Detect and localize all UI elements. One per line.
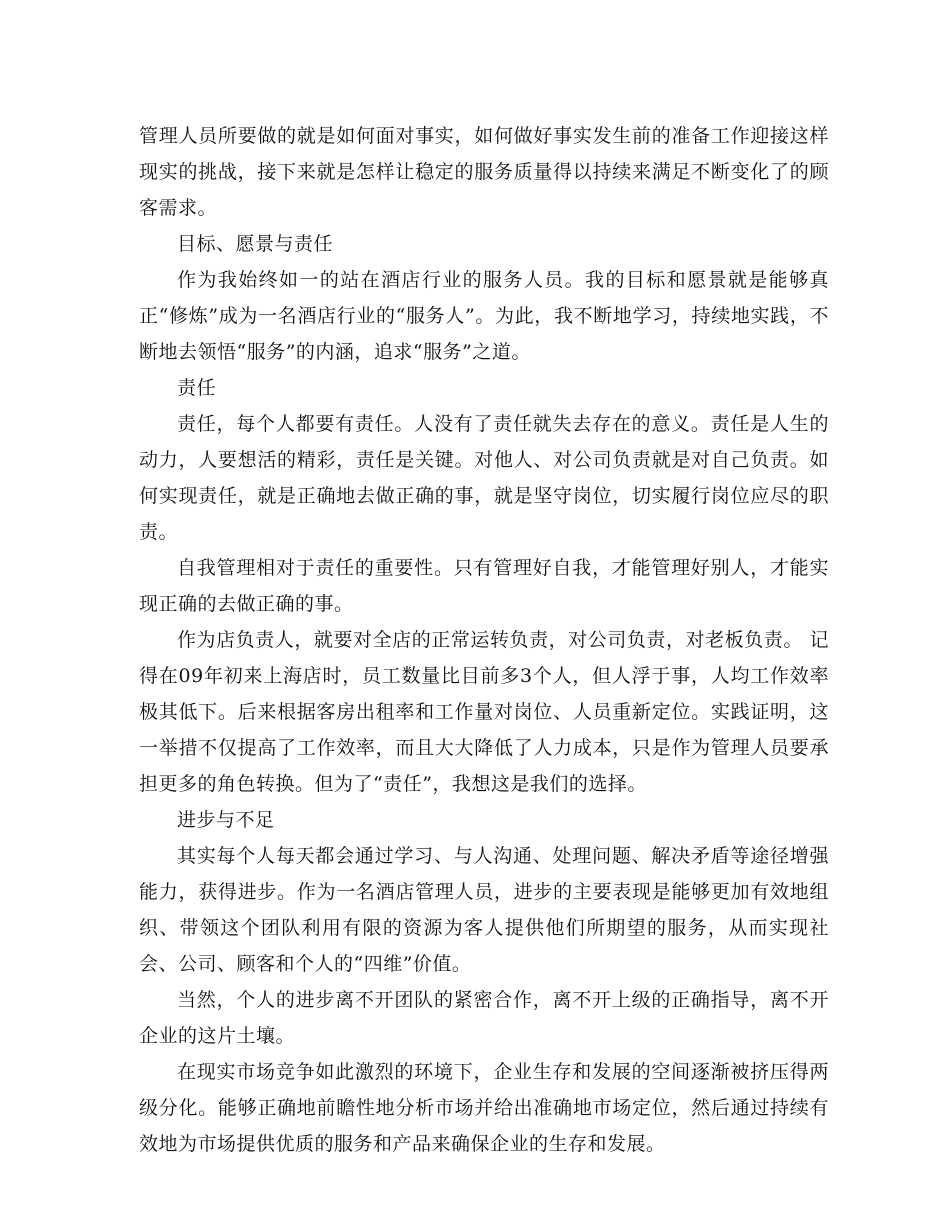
section-heading-goals: 目标、愿景与责任: [177, 233, 334, 255]
paragraph-responsibility-1: 责任，每个人都要有责任。人没有了责任就失去存在的意义。责任是人生的动力，人要想活的精彩，责任是关键。对他人、对公司负责就是对自己负责。如何实现责任，就是正确地去做正确的事，就是坚守岗位，切实履行岗位应尽的职责。: [139, 413, 829, 543]
document-body: [139, 118, 829, 1162]
paragraph-responsibility-2: 自我管理相对于责任的重要性。只有管理好自我，才能管理好别人，才能实现正确的去做正确的事。: [139, 557, 829, 615]
paragraph-progress-3: 在现实市场竞争如此激烈的环境下，企业生存和发展的空间逐渐被挤压得两级分化。能够正确地前瞻性地分析市场并给出准确地市场定位，然后通过持续有效地为市场提供优质的服务和产品来确保企业的生存和发展。: [139, 1061, 829, 1155]
paragraph-responsibility-3: 作为店负责人，就要对全店的正常运转负责，对公司负责，对老板负责。 记得在09年初来上海店时，员工数量比目前多3个人，但人浮于事，人均工作效率极其低下。后来根据客房出租率和工作量对岗位、人员重新定位。实践证明，这一举措不仅提高了工作效率，而且大大降低了人力成本，只是作为管理人员要承担更多的角色转换。但为了“责任”，我想这是我们的选择。: [139, 629, 829, 795]
paragraph-intro: 管理人员所要做的就是如何面对事实，如何做好事实发生前的准备工作迎接这样现实的挑战，接下来就是怎样让稳定的服务质量得以持续来满足不断变化了的顾客需求。: [139, 125, 829, 219]
paragraph-goals: 作为我始终如一的站在酒店行业的服务人员。我的目标和愿景就是能够真正“修炼”成为一名酒店行业的“服务人”。为此，我不断地学习，持续地实践，不断地去领悟“服务”的内涵，追求“服务”之道。: [139, 269, 829, 363]
section-heading-progress: 进步与不足: [177, 809, 275, 831]
paragraph-progress-2: 当然，个人的进步离不开团队的紧密合作，离不开上级的正确指导，离不开企业的这片土壤。: [139, 989, 829, 1047]
section-heading-responsibility: 责任: [177, 377, 217, 399]
paragraph-progress-1: 其实每个人每天都会通过学习、与人沟通、处理问题、解决矛盾等途径增强能力，获得进步。作为一名酒店管理人员，进步的主要表现是能够更加有效地组织、带领这个团队利用有限的资源为客人提供他们所期望的服务，从而实现社会、公司、顾客和个人的“四维”价值。: [139, 845, 829, 975]
